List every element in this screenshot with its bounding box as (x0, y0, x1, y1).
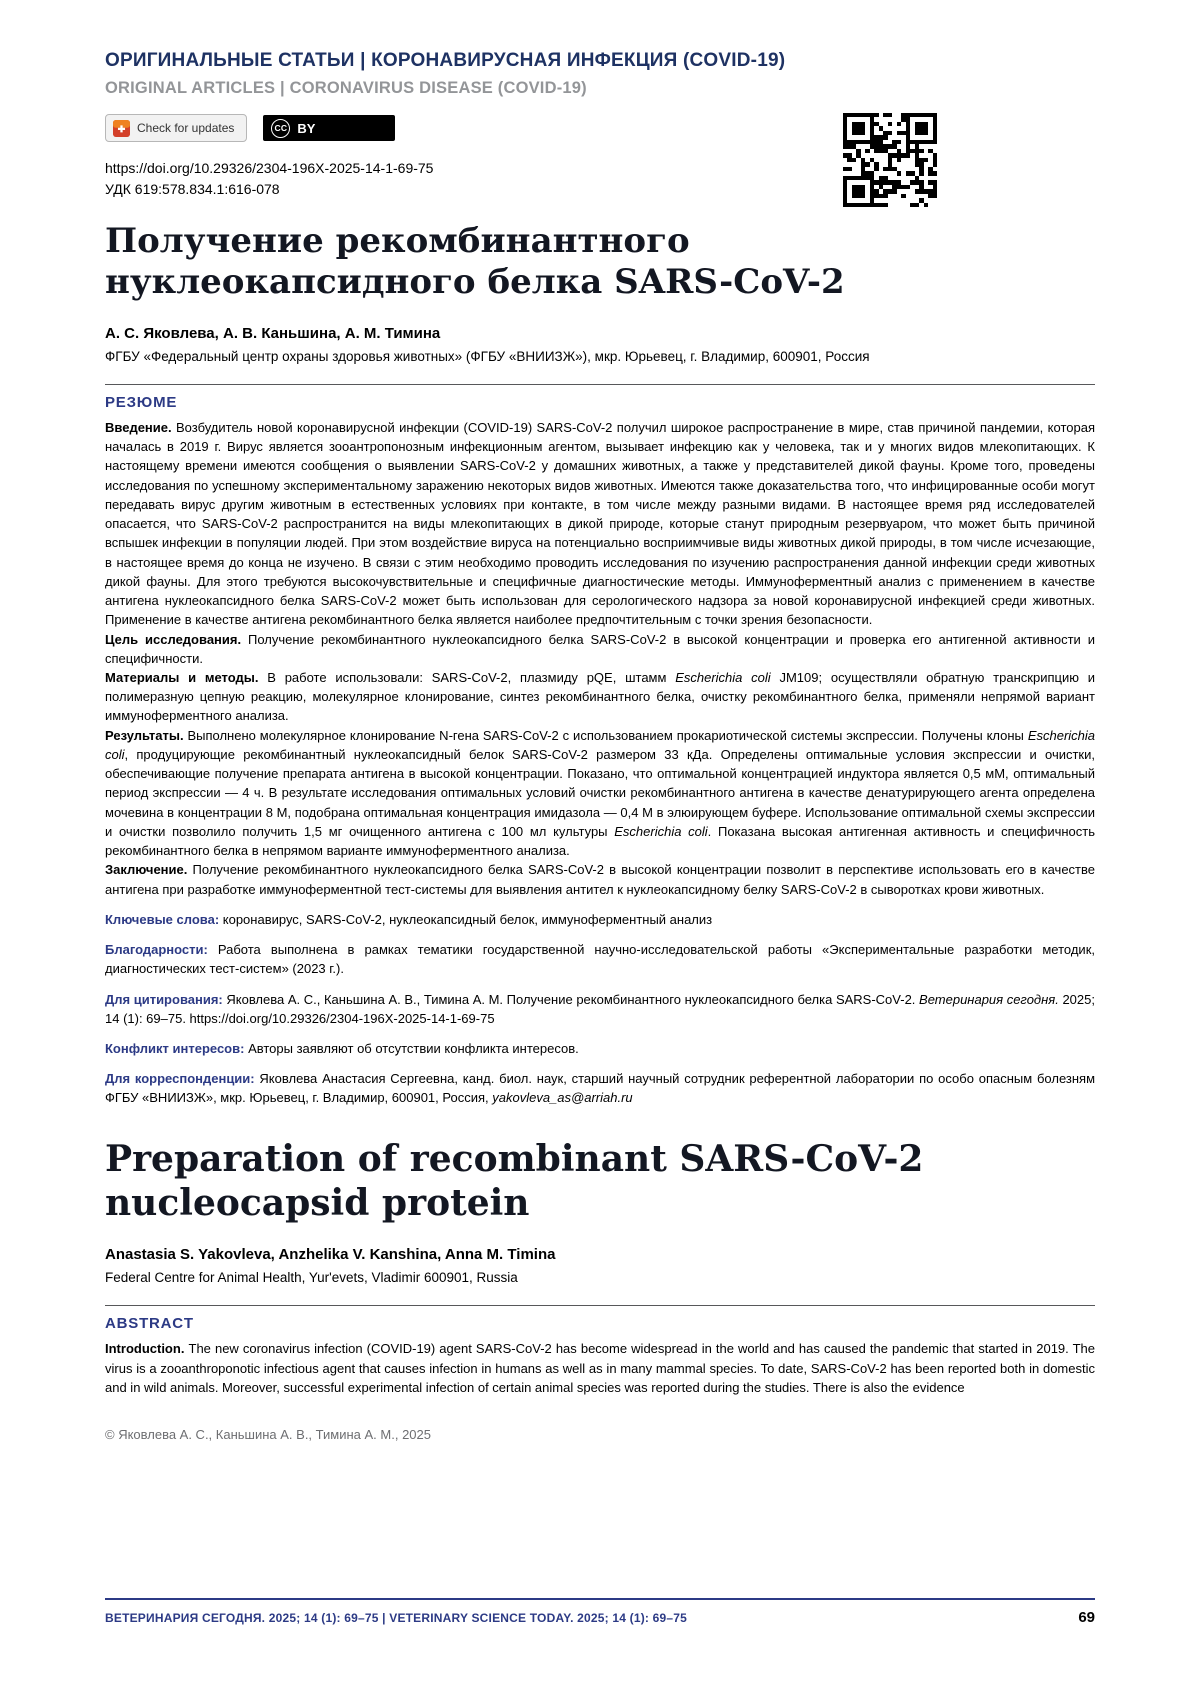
correspondence-paragraph: Для корреспонденции: Яковлева Анастасия Сергеевна, канд. биол. наук, старший научный сотрудник референтной лаборатории по особо опасным болезням ФГБУ «ВНИИЗЖ», мкр. Юрьевец, г. Владимир, 600901, Россия, yakovleva_as@arriah.ru (105, 1071, 1096, 1106)
check-for-updates-button[interactable] (105, 114, 247, 142)
affiliation-en: Federal Centre for Animal Health, Yur'evets, Vladimir 600901, Russia (105, 1270, 518, 1286)
article-title-en-line1: Preparation of recombinant SARS-CoV-2 (105, 1137, 924, 1180)
cc-by-label: BY (297, 120, 316, 136)
page-number: 69 (1078, 1609, 1095, 1626)
article-title-ru-line2: нуклеокапсидного белка SARS-CoV-2 (105, 262, 845, 303)
citation-paragraph: Для цитирования: Яковлева А. С., Каньшина А. В., Тимина А. М. Получение рекомбинантного нуклеокапсидного белка SARS-CoV-2. Ветеринария сегодня. 2025; 14 (1): 69–75. https://doi.org/10.29326/2304-196X-2025-14-1-69-75 (105, 991, 1095, 1026)
check-for-updates-label: Check for updates (137, 121, 235, 135)
article-title-ru (105, 221, 1095, 304)
resume-paragraph-conclusion: Заключение. Получение рекомбинантного нуклеокапсидного белка SARS-CoV-2 в высокой концентрации позволит в перспективе использовать его в качестве антигена при разработке иммуноферментной тест-системы для выявления антител к нуклеокапсидному белку SARS-CoV-2 в сыворотках крови животных. (105, 862, 1095, 897)
resume-paragraph-introduction: Введение. Возбудитель новой коронавирусной инфекции (COVID-19) SARS-CoV-2 получил широкое распространение в мире, став причиной пандемии, которая началась в 2019 г. Вирус является зооантропонозным инфекционным агентом, вызывает инфекцию как у человека, так и у многих видов млекопитающих. К настоящему времени имеются сообщения о выявлении SARS-CoV-2 у домашних животных, а также у представителей дикой фауны. Кроме того, проведены исследования по успешному экспериментальному заражению некоторых видов животных. Имеются также доказательства того, что инфицированные особи могут передавать вирус другим животным в естественных условиях при контакте, в том числе между разными видами. В настоящее время ряд исследователей опасается, что SARS-CoV-2 распространится на виды млекопитающих в дикой природе, которые станут природным резервуаром, что может быть причиной вспышек инфекции в популяции людей. При этом воздействие вируса на потенциально восприимчивые виды животных дикой природы, в том числе исчезающие, в настоящее время до конца не изучено. В связи с этим необходимо проводить исследования по изучению распространения данной инфекции среди животных дикой фауны. Для этого требуются высокочувствительные и специфичные диагностические методы. Иммуноферментный анализ с применением в качестве антигена нуклеокапсидного белка SARS-CoV-2 может быть использован для серологического надзора за новой коронавирусной инфекцией среди животных. Применение в качестве антигена рекомбинантного белка является наиболее предпочтительным с точки зрения безопасности. (105, 419, 1095, 628)
keywords-paragraph: Ключевые слова: коронавирус, SARS-CoV-2, нуклеокапсидный белок, иммуноферментный анализ (105, 911, 713, 927)
section-kicker-ru: ОРИГИНАЛЬНЫЕ СТАТЬИ | КОРОНАВИРУСНАЯ ИНФЕКЦИЯ (COVID-19) (105, 50, 786, 71)
authors-en: Anastasia S. Yakovleva, Anzhelika V. Kanshina, Anna M. Timina (105, 1246, 556, 1264)
journal-footer (105, 1598, 1095, 1626)
doi-link[interactable]: https://doi.org/10.29326/2304-196X-2025-14-1-69-75 (105, 160, 434, 176)
abstract-introduction-paragraph: Introduction. The new coronavirus infection (COVID-19) agent SARS-CoV-2 has become widespread in the world and has caused the pandemic that started in 2019. The virus is a zooanthroponotic infectious agent that causes infection in humans as well as in many mammal species. To date, SARS-CoV-2 has been reported both in domestic and in wild animals. Moreover, successful experimental infection of certain animal species was reported during the studies. There is also the evidence (105, 1341, 1095, 1395)
resume-section (105, 418, 1095, 899)
article-title-en-line2: nucleocapsid protein (105, 1181, 530, 1224)
article-title-ru-line1: Получение рекомбинантного (105, 221, 690, 261)
affiliation-ru: ФГБУ «Федеральный центр охраны здоровья животных» (ФГБУ «ВНИИЗЖ»), мкр. Юрьевец, г. Владимир, 600901, Россия (105, 348, 870, 364)
conflict-of-interest-paragraph: Конфликт интересов: Авторы заявляют об отсутствии конфликта интересов. (105, 1040, 579, 1056)
udk-code: УДК 619:578.834.1:616-078 (105, 181, 280, 197)
resume-paragraph-results: Результаты. Выполнено молекулярное клонирование N-гена SARS-CoV-2 с использованием прокариотической системы экспрессии. Получены клоны Escherichia coli, продуцирующие рекомбинантный нуклеокапсидный белок SARS-CoV-2 размером 33 кДа. Определены оптимальные условия экспрессии и очистки, обеспечивающие получение препарата антигена в высокой концентрации. Показано, что оптимальной концентрацией индуктора является 0,5 мМ, оптимальный период экспрессии — 4 ч. В результате исследования оптимальных условий очистки рекомбинантного антигена в качестве денатурирующего агента определена мочевина в концентрации 8 М, подобрана оптимальная концентрация имидазола — 0,4 М в элюирующем буфере. Использование оптимальной схемы экспрессии и очистки позволило получить 1,5 мг очищенного антигена с 100 мл культуры Escherichia coli. Показана высокая антигенная активность и специфичность рекомбинантного белка в непрямом варианте иммуноферментного анализа. (105, 727, 1096, 859)
footer-journal-info: ВЕТЕРИНАРИЯ СЕГОДНЯ. 2025; 14 (1): 69–75 | VETERINARY SCIENCE TODAY. 2025; 14 (1): 69–75 (105, 1611, 688, 1625)
cc-by-license-badge[interactable] (263, 115, 395, 141)
crossmark-icon (113, 120, 130, 137)
acknowledgements-paragraph: Благодарности: Работа выполнена в рамках тематики государственной научно-исследовательской работы «Экспериментальные разработки методик, диагностических тест-систем» (2023 г.). (105, 942, 1095, 977)
authors-ru: А. С. Яковлева, А. В. Каньшина, А. М. Тимина (105, 324, 441, 342)
resume-paragraph-objective: Цель исследования. Получение рекомбинантного нуклеокапсидного белка SARS-CoV-2 в высокой концентрации и проверка его антигенной активности и специфичности. (105, 631, 1095, 666)
copyright-line: © Яковлева А. С., Каньшина А. В., Тимина А. М., 2025 (105, 1427, 431, 1443)
badges-row (105, 115, 1095, 141)
section-kicker-en: ORIGINAL ARTICLES | CORONAVIRUS DISEASE (COVID-19) (105, 79, 587, 97)
resume-heading: РЕЗЮМЕ (105, 393, 178, 411)
qr-code (843, 113, 937, 207)
cc-icon: CC (271, 119, 290, 138)
resume-paragraph-materials: Материалы и методы. В работе использовали: SARS-CoV-2, плазмиду pQE, штамм Escherichia coli JM109; осуществляли обратную транскрипцию и полимеразную цепную реакцию, молекулярное клонирование, синтез рекомбинантного белка, очистку рекомбинантного белка, применяли непрямой вариант иммуноферментного анализа. (105, 669, 1095, 724)
article-title-en (105, 1138, 1095, 1226)
abstract-heading: ABSTRACT (105, 1315, 194, 1333)
abstract-section (105, 1339, 1095, 1397)
